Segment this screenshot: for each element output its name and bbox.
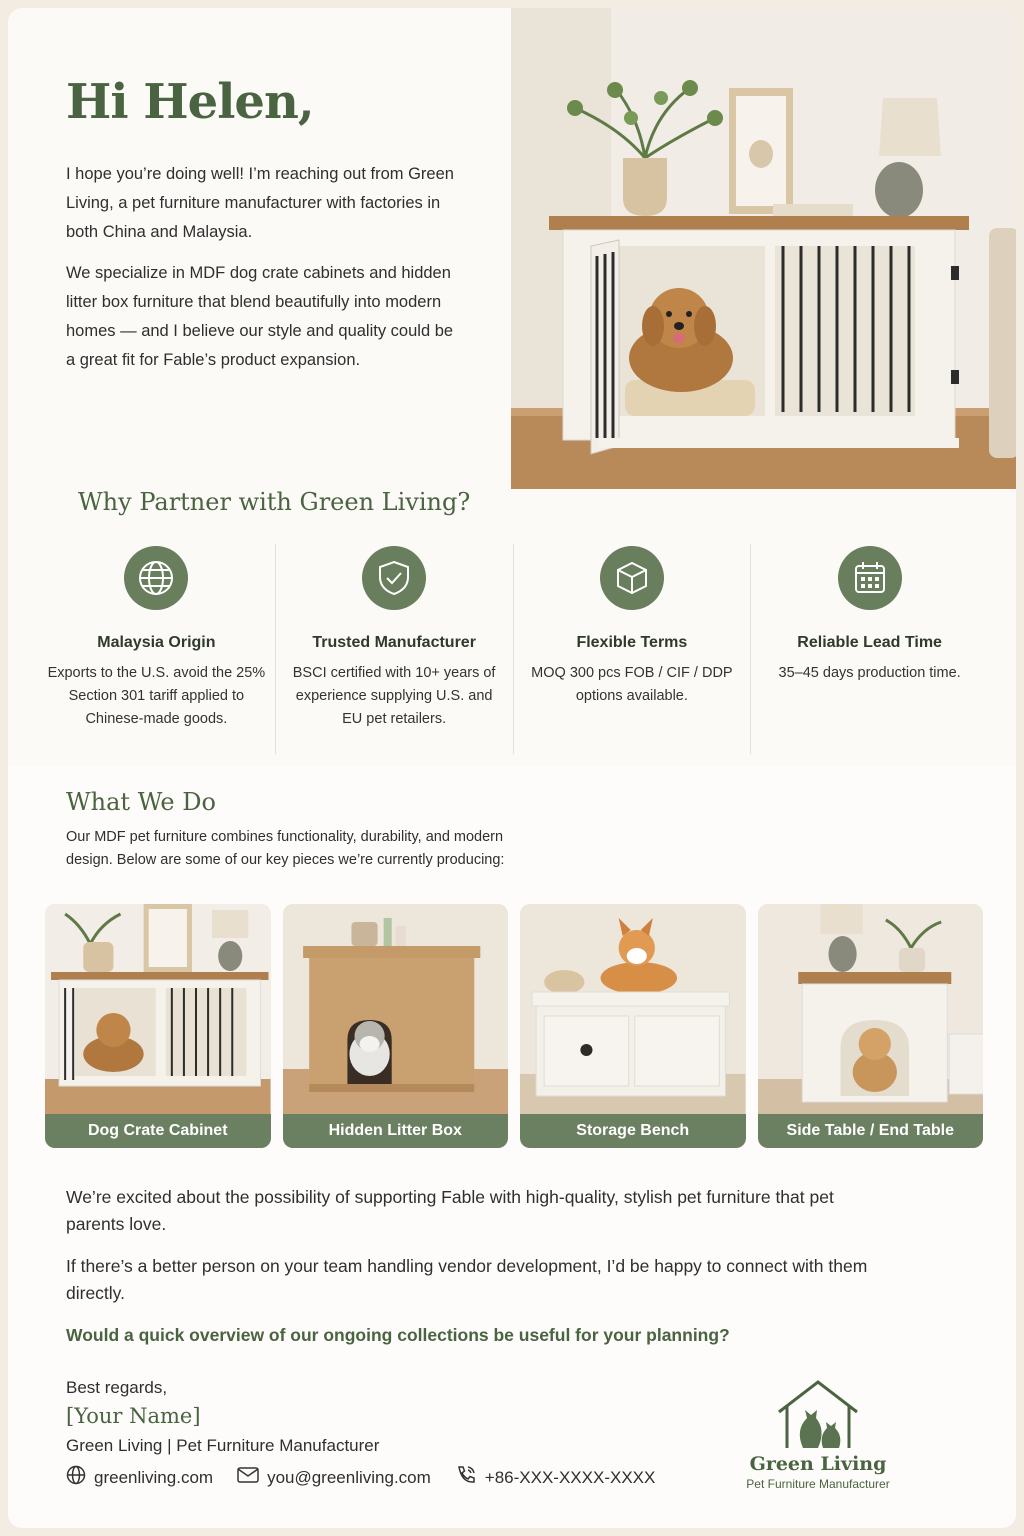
feature-title: Flexible Terms (576, 634, 688, 651)
phone-link[interactable] (455, 1465, 656, 1490)
greeting-heading: Hi Helen, (66, 74, 314, 130)
feature-text: BSCI certified with 10+ years of experience supplying U.S. and EU pet retailers. (292, 665, 496, 727)
product-card-litter-box[interactable] (283, 904, 509, 1148)
hidden-litter-box-photo (283, 904, 509, 1114)
feature-text: MOQ 300 pcs FOB / CIF / DDP options available. (531, 665, 733, 704)
feature-title: Reliable Lead Time (797, 634, 942, 651)
sender-name: [Your Name] (66, 1404, 201, 1428)
product-label: Hidden Litter Box (283, 1114, 509, 1148)
product-card-dog-crate[interactable] (45, 904, 271, 1148)
sign-off: Best regards, (66, 1378, 168, 1397)
product-label: Dog Crate Cabinet (45, 1114, 271, 1148)
globe-icon (124, 546, 188, 610)
closing-text (66, 1184, 886, 1364)
product-card-side-table[interactable] (758, 904, 984, 1148)
logo-brand-name: Green Living (749, 1453, 887, 1475)
hero-dog-crate-photo (511, 8, 1016, 489)
feature-title: Malaysia Origin (97, 634, 216, 651)
intro-paragraph-2: We specialize in MDF dog crate cabinets and hidden litter box furniture that blend beautifully into modern homes — and I believe our style and quality could be a great fit for Fable’s product expansion. (66, 264, 454, 369)
what-we-do-text: Our MDF pet furniture combines functionality, durability, and modern design. Below are some of our key pieces we’re currently producing: (66, 829, 505, 868)
company-logo (733, 1378, 903, 1491)
features-row (38, 544, 988, 754)
side-table-photo (758, 904, 984, 1114)
product-card-storage-bench[interactable] (520, 904, 746, 1148)
logo-tagline: Pet Furniture Manufacturer (746, 1477, 890, 1491)
feature-text: Exports to the U.S. avoid the 25% Section 301 tariff applied to Chinese-made goods. (47, 665, 266, 727)
product-label: Storage Bench (520, 1114, 746, 1148)
dog-crate-cabinet-photo (45, 904, 271, 1114)
feature-reliable-lead-time (751, 544, 988, 754)
product-label: Side Table / End Table (758, 1114, 984, 1148)
phone-icon (455, 1465, 477, 1490)
why-partner-heading: Why Partner with Green Living? (78, 488, 471, 516)
sender-company: Green Living | Pet Furniture Manufacturer (66, 1436, 380, 1455)
what-we-do-heading: What We Do (66, 788, 216, 816)
feature-text: 35–45 days production time. (778, 665, 961, 681)
email-page (8, 8, 1016, 1528)
feature-title: Trusted Manufacturer (312, 634, 476, 651)
globe-icon (66, 1465, 86, 1490)
envelope-icon (237, 1466, 259, 1489)
closing-paragraph-2: If there’s a better person on your team handling vendor development, I’d be happy to connect with them directly. (66, 1256, 868, 1303)
feature-malaysia-origin (38, 544, 276, 754)
email-text: you@greenliving.com (267, 1467, 431, 1487)
box-icon (600, 546, 664, 610)
product-grid (45, 904, 983, 1148)
phone-text: +86-XXX-XXXX-XXXX (484, 1467, 656, 1487)
website-link[interactable] (66, 1465, 213, 1490)
feature-trusted-manufacturer (276, 544, 514, 754)
intro-paragraph-1: I hope you’re doing well! I’m reaching out from Green Living, a pet furniture manufacturer with factories in both China and Malaysia. (66, 165, 454, 241)
contact-row (66, 1465, 655, 1490)
house-pets-logo-icon (773, 1378, 863, 1452)
email-link[interactable] (237, 1466, 431, 1489)
feature-flexible-terms (514, 544, 752, 754)
calendar-icon (838, 546, 902, 610)
shield-check-icon (362, 546, 426, 610)
closing-question: Would a quick overview of our ongoing collections be useful for your planning? (66, 1325, 730, 1345)
closing-paragraph-1: We’re excited about the possibility of supporting Fable with high-quality, stylish pet furniture that pet parents love. (66, 1187, 834, 1234)
website-text: greenliving.com (94, 1467, 214, 1487)
intro-text (66, 160, 466, 387)
storage-bench-photo (520, 904, 746, 1114)
